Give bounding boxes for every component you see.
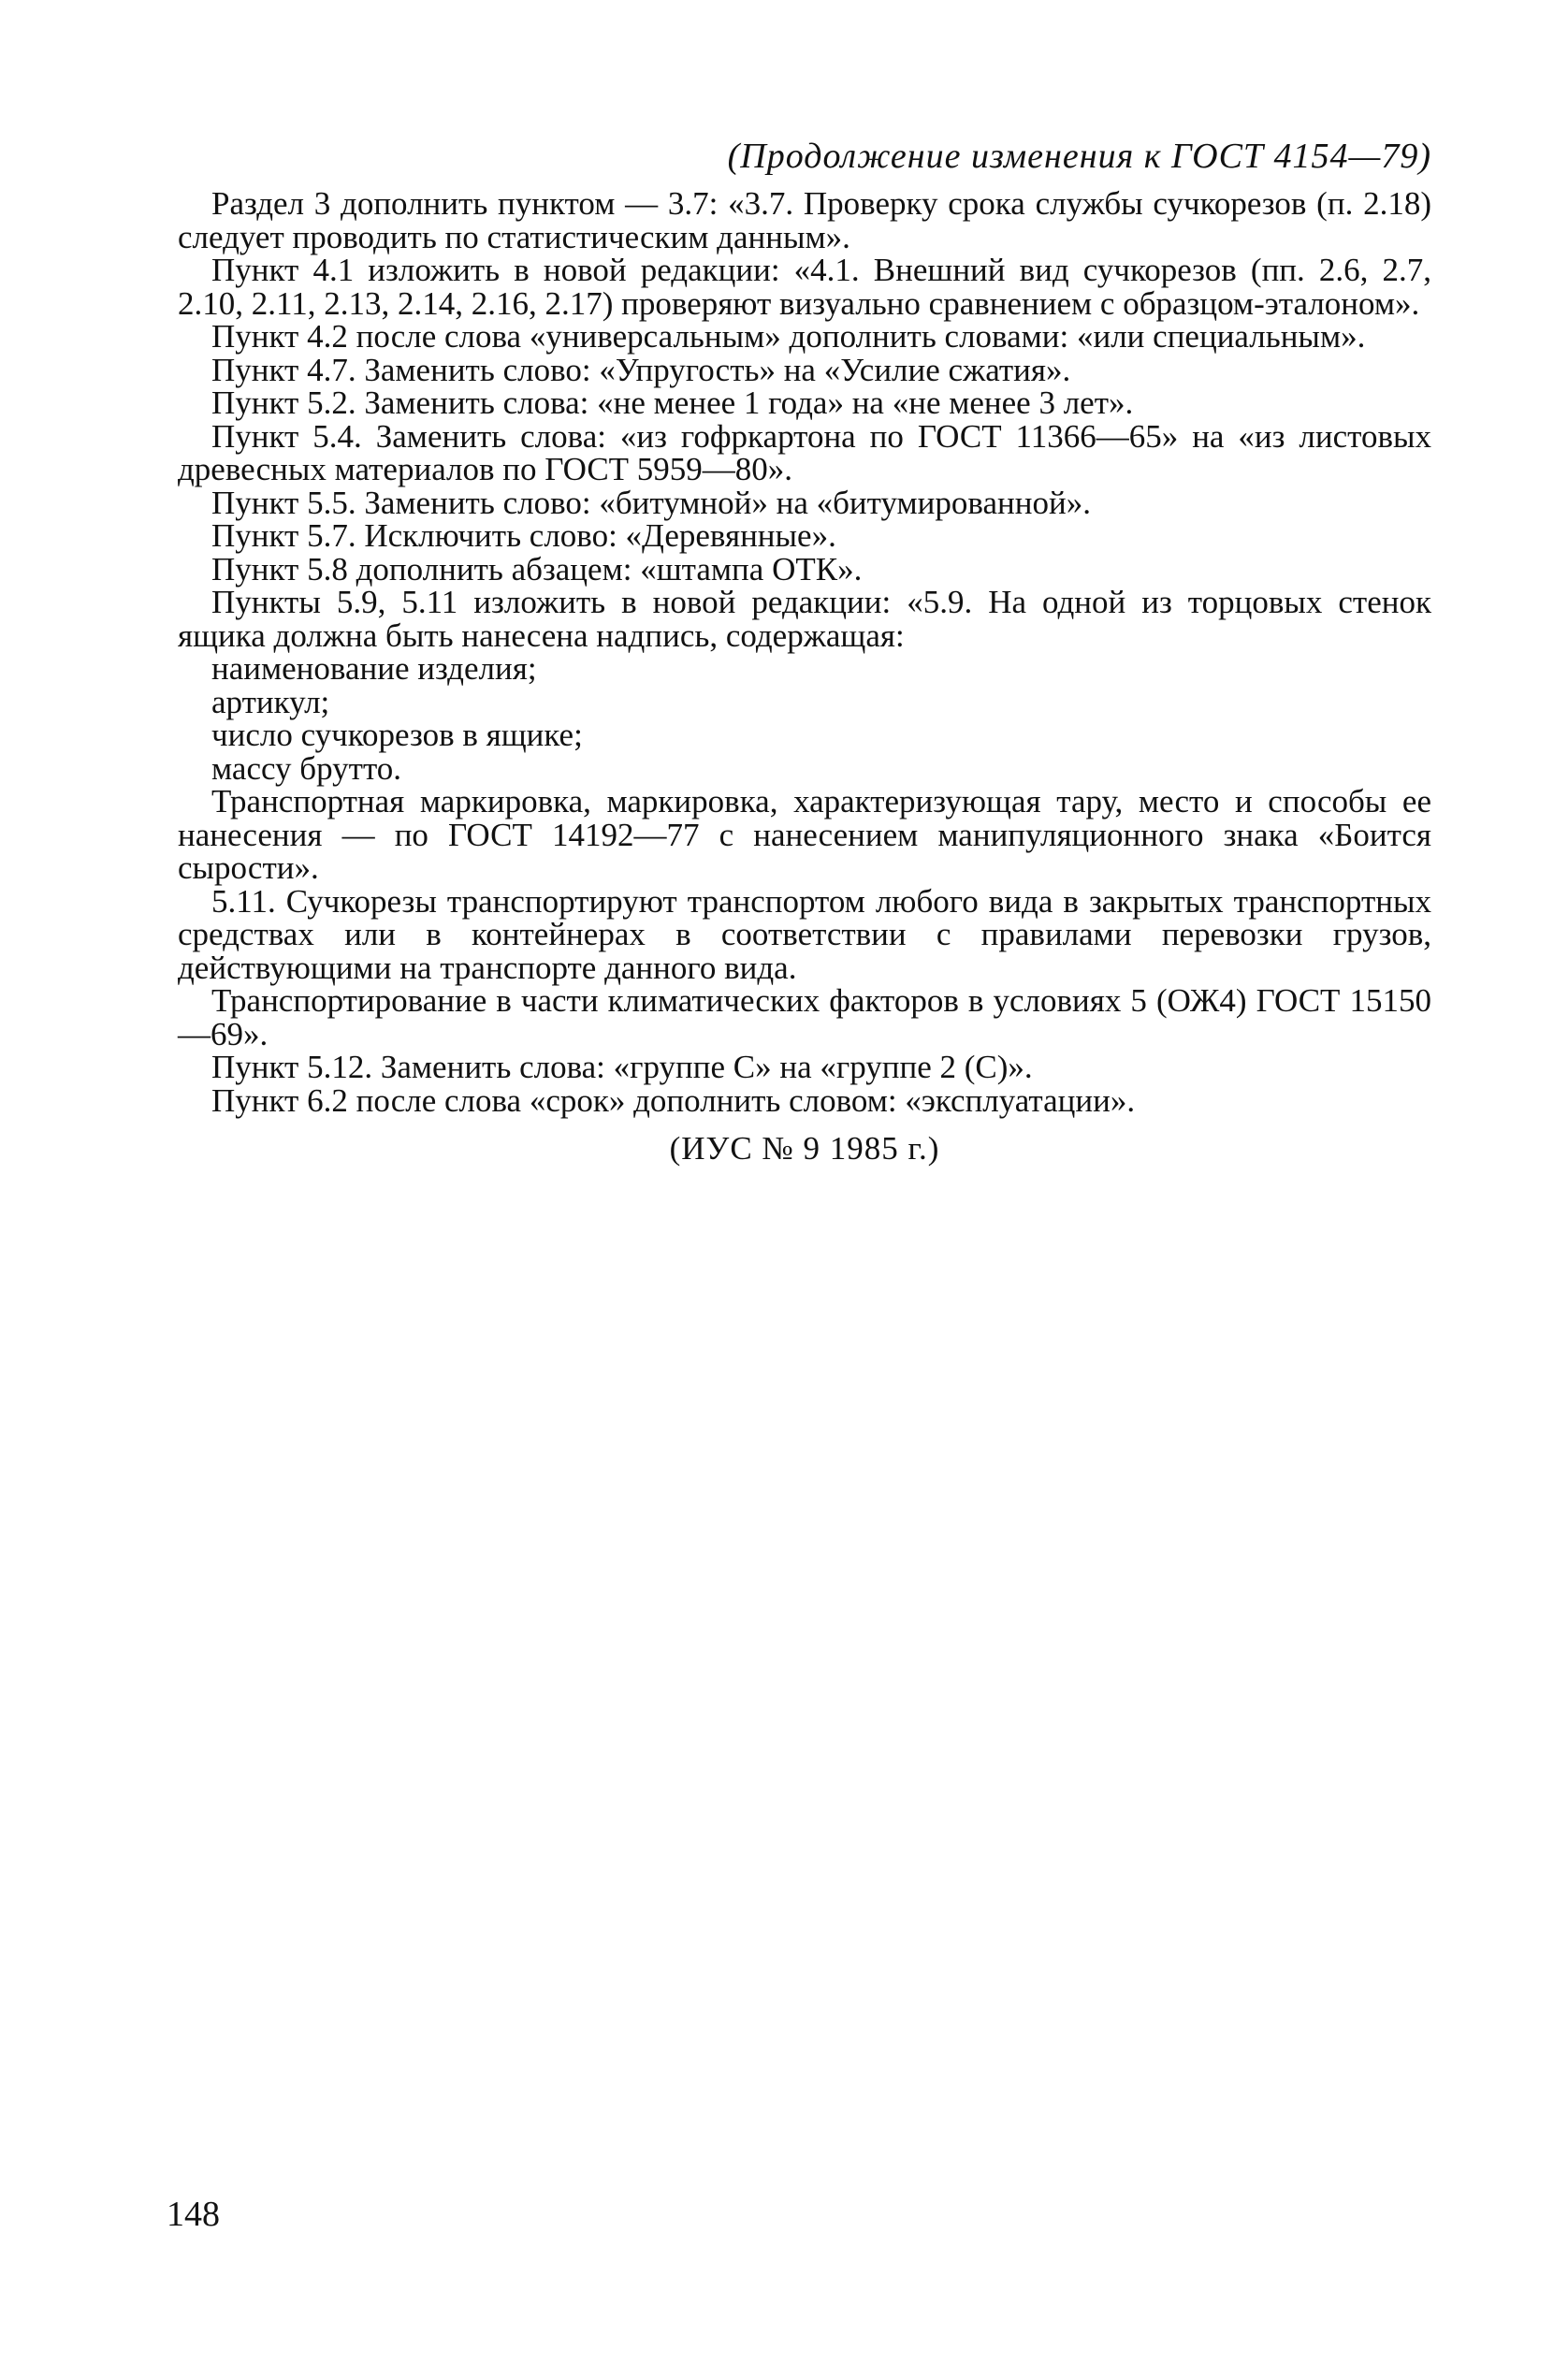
list-item-article: артикул; xyxy=(211,683,330,720)
paragraph-item-5-12: Пункт 5.12. Заменить слова: «группе С» на «группе 2 (С)». xyxy=(211,1049,1033,1085)
paragraph-item-6-2: Пункт 6.2 после слова «срок» дополнить словом: «эксплуатации». xyxy=(211,1081,1136,1119)
paragraph-item-5-9: Пункты 5.9, 5.11 изложить в новой редакции: «5.9. На одной из торцовых стенок ящика должна быть нанесена надпись, содержащая: xyxy=(178,584,1431,654)
paragraph-item-4-7: Пункт 4.7. Заменить слово: «Упругость» на «Усилие сжатия». xyxy=(211,351,1071,388)
source-reference: (ИУС № 9 1985 г.) xyxy=(669,1130,940,1167)
list-item-quantity: число сучкорезов в ящике; xyxy=(211,717,583,753)
paragraph-climatic-factors: Транспортирование в части климатических факторов в условиях 5 (ОЖ4) ГОСТ 15150—69». xyxy=(178,982,1431,1052)
paragraph-item-5-4: Пункт 5.4. Заменить слова: «из гофркартона по ГОСТ 11366—65» на «из листовых древесных материалов по ГОСТ 5959—80». xyxy=(178,417,1431,487)
paragraph-item-5-11: 5.11. Сучкорезы транспортируют транспортом любого вида в закрытых транспортных средствах или в контейнерах в соответствии с правилами перевозки грузов, действующими на транспорте данного вида. xyxy=(178,882,1431,986)
paragraph-transport-marking: Транспортная маркировка, маркировка, характеризующая тару, место и способы ее нанесения — по ГОСТ 14192—77 с нанесением манипуляционного знака «Боится сырости». xyxy=(178,783,1431,886)
paragraph-item-5-2: Пункт 5.2. Заменить слова: «не менее 1 года» на «не менее 3 лет». xyxy=(211,384,1134,421)
paragraph-item-4-2: Пункт 4.2 после слова «универсальным» дополнить словами: «или специальным». xyxy=(211,318,1366,355)
list-item-gross-mass: массу брутто. xyxy=(211,749,402,787)
document-body xyxy=(178,187,1431,1166)
paragraph-item-5-8: Пункт 5.8 дополнить абзацем: «штампа ОТК». xyxy=(211,550,863,587)
paragraph-section-3: Раздел 3 дополнить пунктом — 3.7: «3.7. Проверку срока службы сучкорезов (п. 2.18) следует проводить по статистическим данным». xyxy=(178,185,1431,255)
paragraph-item-5-5: Пункт 5.5. Заменить слово: «битумной» на «битумированной». xyxy=(211,484,1091,521)
paragraph-item-5-7: Пункт 5.7. Исключить слово: «Деревянные». xyxy=(211,517,836,554)
page-header: (Продолжение изменения к ГОСТ 4154—79) xyxy=(727,137,1431,176)
paragraph-item-4-1: Пункт 4.1 изложить в новой редакции: «4.1. Внешний вид сучкорезов (пп. 2.6, 2.7, 2.10, 2.11, 2.13, 2.14, 2.16, 2.17) проверяют визуально сравнением с образцом-эталоном». xyxy=(178,252,1431,322)
page-number: 148 xyxy=(167,2195,220,2234)
list-item-product-name: наименование изделия; xyxy=(211,650,537,687)
